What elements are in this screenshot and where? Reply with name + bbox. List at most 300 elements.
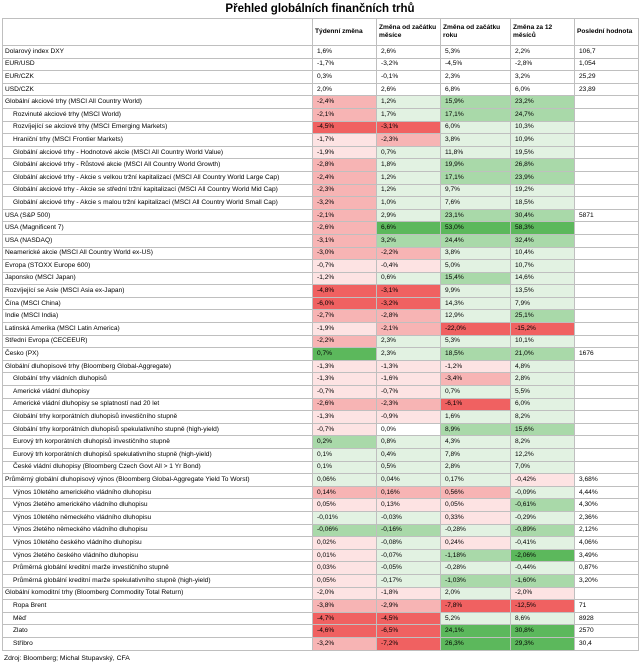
cell-mtd: 1,8%	[377, 159, 441, 172]
cell-ytd: -6,1%	[441, 398, 511, 411]
cell-weekly: -1,2%	[313, 272, 377, 285]
table-row	[3, 121, 639, 134]
cell-weekly: -3,2%	[313, 637, 377, 650]
cell-weekly: -1,7%	[313, 58, 377, 71]
row-label: Latinská Amerika (MSCI Latin America)	[3, 323, 313, 336]
cell-ytd: 5,2%	[441, 612, 511, 625]
cell-mtd: 1,2%	[377, 184, 441, 197]
cell-ytd: 7,6%	[441, 197, 511, 210]
cell-mtd: -0,03%	[377, 511, 441, 524]
cell-12m: 10,9%	[511, 134, 575, 147]
cell-weekly: -3,0%	[313, 247, 377, 260]
cell-weekly: -2,7%	[313, 310, 377, 323]
row-label: Evropa (STOXX Europe 600)	[3, 260, 313, 273]
cell-weekly: -4,6%	[313, 625, 377, 638]
row-label: Průměrná globální kreditní marže spekulativního stupně (high-yield)	[3, 574, 313, 587]
row-label: Neamerické akcie (MSCI All Country World ex-US)	[3, 247, 313, 260]
table-row	[3, 310, 639, 323]
cell-12m: 18,5%	[511, 197, 575, 210]
cell-weekly: 0,02%	[313, 537, 377, 550]
cell-last-value	[575, 108, 639, 121]
cell-mtd: -0,08%	[377, 537, 441, 550]
cell-last-value: 23,89	[575, 83, 639, 96]
cell-weekly: -1,3%	[313, 373, 377, 386]
cell-last-value	[575, 297, 639, 310]
table-row	[3, 524, 639, 537]
cell-last-value	[575, 310, 639, 323]
table-row	[3, 58, 639, 71]
cell-last-value	[575, 411, 639, 424]
row-label: Dolarový index DXY	[3, 46, 313, 59]
cell-12m: -0,89%	[511, 524, 575, 537]
cell-ytd: 5,3%	[441, 335, 511, 348]
cell-weekly: -2,1%	[313, 209, 377, 222]
cell-last-value	[575, 360, 639, 373]
cell-last-value: 1,054	[575, 58, 639, 71]
market-overview-table	[2, 18, 639, 651]
table-row	[3, 159, 639, 172]
cell-last-value	[575, 423, 639, 436]
source-note: Zdroj: Bloomberg; Michal Stupavský, CFA	[4, 655, 130, 662]
cell-mtd: 2,3%	[377, 335, 441, 348]
cell-last-value: 2,36%	[575, 511, 639, 524]
cell-mtd: -7,2%	[377, 637, 441, 650]
cell-weekly: -4,5%	[313, 121, 377, 134]
cell-weekly: 0,7%	[313, 348, 377, 361]
cell-12m: 21,0%	[511, 348, 575, 361]
row-label: Globální trhy korporátních dluhopisů spekulativního stupně (high-yield)	[3, 423, 313, 436]
cell-last-value: 4,30%	[575, 499, 639, 512]
cell-last-value: 3,20%	[575, 574, 639, 587]
row-label: Rozvíjející se Asie (MSCI Asia ex-Japan)	[3, 285, 313, 298]
cell-ytd: 2,0%	[441, 587, 511, 600]
cell-12m: -1,60%	[511, 574, 575, 587]
cell-mtd: -0,05%	[377, 562, 441, 575]
cell-12m: 6,0%	[511, 83, 575, 96]
cell-last-value	[575, 285, 639, 298]
cell-weekly: 0,3%	[313, 71, 377, 84]
cell-last-value	[575, 121, 639, 134]
cell-last-value	[575, 134, 639, 147]
cell-12m: -0,41%	[511, 537, 575, 550]
cell-12m: 23,9%	[511, 171, 575, 184]
cell-weekly: 0,2%	[313, 436, 377, 449]
cell-mtd: -0,4%	[377, 260, 441, 273]
table-row	[3, 234, 639, 247]
row-label: České vládní dluhopisy (Bloomberg Czech Govt All > 1 Yr Bond)	[3, 461, 313, 474]
cell-mtd: 3,2%	[377, 234, 441, 247]
cell-weekly: 0,05%	[313, 499, 377, 512]
cell-last-value: 4,44%	[575, 486, 639, 499]
cell-weekly: -3,2%	[313, 197, 377, 210]
header-last-value: Poslední hodnota	[575, 19, 639, 46]
cell-ytd: 2,3%	[441, 71, 511, 84]
table-row	[3, 209, 639, 222]
row-label: Výnos 10letého českého vládního dluhopisu	[3, 537, 313, 550]
row-label: Globální akciové trhy - Růstové akcie (MSCI All Country World Growth)	[3, 159, 313, 172]
row-label: Eurový trh korporátních dluhopisů investičního stupně	[3, 436, 313, 449]
cell-ytd: 11,8%	[441, 146, 511, 159]
table-row	[3, 499, 639, 512]
cell-weekly: -0,06%	[313, 524, 377, 537]
cell-weekly: -2,3%	[313, 184, 377, 197]
table-row	[3, 197, 639, 210]
cell-ytd: 15,4%	[441, 272, 511, 285]
cell-weekly: -2,0%	[313, 587, 377, 600]
page-title: Přehled globálních finančních trhů	[225, 3, 415, 15]
cell-mtd: 1,2%	[377, 96, 441, 109]
table-row	[3, 222, 639, 235]
table-row	[3, 612, 639, 625]
cell-12m: 58,3%	[511, 222, 575, 235]
cell-12m: 13,5%	[511, 285, 575, 298]
cell-ytd: 0,56%	[441, 486, 511, 499]
table-row	[3, 587, 639, 600]
row-label: Globální trhy vládních dluhopisů	[3, 373, 313, 386]
cell-12m: 12,2%	[511, 449, 575, 462]
cell-last-value: 2,12%	[575, 524, 639, 537]
row-label: Česko (PX)	[3, 348, 313, 361]
cell-weekly: -1,3%	[313, 360, 377, 373]
cell-12m: 8,2%	[511, 436, 575, 449]
cell-12m: 23,2%	[511, 96, 575, 109]
cell-12m: 2,8%	[511, 373, 575, 386]
cell-weekly: -2,2%	[313, 335, 377, 348]
cell-12m: -0,29%	[511, 511, 575, 524]
cell-ytd: 9,9%	[441, 285, 511, 298]
cell-mtd: 0,7%	[377, 146, 441, 159]
cell-weekly: -3,8%	[313, 600, 377, 613]
cell-mtd: -2,3%	[377, 398, 441, 411]
cell-weekly: 0,1%	[313, 461, 377, 474]
cell-weekly: -1,7%	[313, 134, 377, 147]
table-row	[3, 134, 639, 147]
cell-last-value: 0,87%	[575, 562, 639, 575]
row-label: Čína (MSCI China)	[3, 297, 313, 310]
cell-ytd: 19,9%	[441, 159, 511, 172]
cell-weekly: -2,4%	[313, 96, 377, 109]
row-label: Hraniční trhy (MSCI Frontier Markets)	[3, 134, 313, 147]
cell-weekly: 1,6%	[313, 46, 377, 59]
row-label: Globální akciové trhy - Hodnotové akcie (MSCI All Country World Value)	[3, 146, 313, 159]
cell-weekly: -0,01%	[313, 511, 377, 524]
cell-ytd: 15,9%	[441, 96, 511, 109]
cell-last-value	[575, 247, 639, 260]
table-row	[3, 461, 639, 474]
cell-last-value	[575, 323, 639, 336]
cell-12m: 26,8%	[511, 159, 575, 172]
cell-mtd: -3,2%	[377, 58, 441, 71]
cell-12m: -0,09%	[511, 486, 575, 499]
table-row	[3, 449, 639, 462]
table-row	[3, 511, 639, 524]
table-row	[3, 411, 639, 424]
cell-12m: 8,6%	[511, 612, 575, 625]
table-row	[3, 108, 639, 121]
cell-mtd: 0,8%	[377, 436, 441, 449]
cell-mtd: 0,04%	[377, 474, 441, 487]
cell-12m: -0,61%	[511, 499, 575, 512]
cell-last-value: 8928	[575, 612, 639, 625]
row-label: Stříbro	[3, 637, 313, 650]
row-label: Globální akciové trhy (MSCI All Country World)	[3, 96, 313, 109]
cell-mtd: 2,6%	[377, 46, 441, 59]
cell-12m: 10,3%	[511, 121, 575, 134]
cell-mtd: 0,16%	[377, 486, 441, 499]
cell-12m: 30,4%	[511, 209, 575, 222]
cell-last-value	[575, 398, 639, 411]
cell-weekly: -2,4%	[313, 171, 377, 184]
row-label: Rozvíjející se akciové trhy (MSCI Emerging Markets)	[3, 121, 313, 134]
cell-ytd: 23,1%	[441, 209, 511, 222]
cell-12m: 32,4%	[511, 234, 575, 247]
cell-mtd: -1,8%	[377, 587, 441, 600]
cell-12m: 15,6%	[511, 423, 575, 436]
table-row	[3, 549, 639, 562]
table-row	[3, 247, 639, 260]
cell-12m: 19,2%	[511, 184, 575, 197]
row-label: Americké vládní dluhopisy se splatností nad 20 let	[3, 398, 313, 411]
row-label: Průměrná globální kreditní marže investičního stupně	[3, 562, 313, 575]
cell-mtd: -4,5%	[377, 612, 441, 625]
cell-weekly: -2,6%	[313, 222, 377, 235]
cell-12m: -2,06%	[511, 549, 575, 562]
cell-last-value	[575, 234, 639, 247]
cell-ytd: -4,5%	[441, 58, 511, 71]
cell-12m: 5,5%	[511, 386, 575, 399]
cell-ytd: 53,0%	[441, 222, 511, 235]
cell-weekly: 0,05%	[313, 574, 377, 587]
row-label: Střední Evropa (CECEEUR)	[3, 335, 313, 348]
cell-ytd: -7,8%	[441, 600, 511, 613]
cell-last-value	[575, 222, 639, 235]
cell-weekly: 0,01%	[313, 549, 377, 562]
cell-ytd: 3,8%	[441, 134, 511, 147]
cell-last-value: 2570	[575, 625, 639, 638]
table-row	[3, 637, 639, 650]
cell-ytd: 0,05%	[441, 499, 511, 512]
cell-mtd: 6,6%	[377, 222, 441, 235]
table-row	[3, 83, 639, 96]
row-label: Zlato	[3, 625, 313, 638]
row-label: Indie (MSCI India)	[3, 310, 313, 323]
cell-mtd: 0,13%	[377, 499, 441, 512]
cell-last-value	[575, 146, 639, 159]
cell-mtd: 0,4%	[377, 449, 441, 462]
cell-mtd: 2,6%	[377, 83, 441, 96]
cell-ytd: 17,1%	[441, 108, 511, 121]
row-label: Globální trhy korporátních dluhopisů investičního stupně	[3, 411, 313, 424]
cell-weekly: -4,8%	[313, 285, 377, 298]
cell-12m: 8,2%	[511, 411, 575, 424]
cell-last-value: 4,06%	[575, 537, 639, 550]
cell-12m: 25,1%	[511, 310, 575, 323]
cell-mtd: 2,3%	[377, 348, 441, 361]
header-mtd: Změna od začátku měsíce	[377, 19, 441, 46]
cell-mtd: -2,8%	[377, 310, 441, 323]
cell-mtd: -2,1%	[377, 323, 441, 336]
table-row	[3, 574, 639, 587]
cell-ytd: 5,3%	[441, 46, 511, 59]
cell-weekly: -1,9%	[313, 146, 377, 159]
header-ytd: Změna od začátku roku	[441, 19, 511, 46]
cell-12m: 2,2%	[511, 46, 575, 59]
cell-last-value: 106,7	[575, 46, 639, 59]
cell-last-value	[575, 335, 639, 348]
cell-ytd: 17,1%	[441, 171, 511, 184]
header-12m: Změna za 12 měsíců	[511, 19, 575, 46]
table-row	[3, 297, 639, 310]
table-row	[3, 260, 639, 273]
cell-last-value: 3,49%	[575, 549, 639, 562]
table-row	[3, 486, 639, 499]
row-label: Výnos 2letého německého vládního dluhopisu	[3, 524, 313, 537]
cell-last-value	[575, 159, 639, 172]
cell-12m: -2,0%	[511, 587, 575, 600]
header-name	[3, 19, 313, 46]
cell-last-value	[575, 260, 639, 273]
table-row	[3, 360, 639, 373]
cell-ytd: 24,4%	[441, 234, 511, 247]
cell-last-value	[575, 272, 639, 285]
cell-ytd: -22,0%	[441, 323, 511, 336]
row-label: Globální komoditní trhy (Bloomberg Commodity Total Return)	[3, 587, 313, 600]
cell-ytd: -3,4%	[441, 373, 511, 386]
table-row	[3, 600, 639, 613]
cell-weekly: 0,06%	[313, 474, 377, 487]
cell-12m: 19,5%	[511, 146, 575, 159]
cell-last-value	[575, 373, 639, 386]
cell-12m: -2,8%	[511, 58, 575, 71]
cell-12m: 7,0%	[511, 461, 575, 474]
row-label: Globální akciové trhy - Akcie s malou tržní kapitalizací (MSCI All Country World Small Cap)	[3, 197, 313, 210]
cell-12m: 6,0%	[511, 398, 575, 411]
cell-ytd: 12,9%	[441, 310, 511, 323]
table-row	[3, 537, 639, 550]
cell-12m: 24,7%	[511, 108, 575, 121]
row-label: Japonsko (MSCI Japan)	[3, 272, 313, 285]
cell-ytd: -1,03%	[441, 574, 511, 587]
cell-12m: 29,3%	[511, 637, 575, 650]
cell-mtd: -6,5%	[377, 625, 441, 638]
cell-last-value	[575, 171, 639, 184]
cell-12m: 4,8%	[511, 360, 575, 373]
cell-ytd: 7,8%	[441, 449, 511, 462]
cell-ytd: 26,3%	[441, 637, 511, 650]
cell-ytd: 0,24%	[441, 537, 511, 550]
row-label: Průměrný globální dluhopisový výnos (Bloomberg Global-Aggregate Yield To Worst)	[3, 474, 313, 487]
cell-ytd: -1,2%	[441, 360, 511, 373]
cell-last-value	[575, 96, 639, 109]
cell-mtd: -0,17%	[377, 574, 441, 587]
cell-mtd: 1,2%	[377, 171, 441, 184]
cell-ytd: 5,0%	[441, 260, 511, 273]
table-row	[3, 323, 639, 336]
cell-mtd: 0,5%	[377, 461, 441, 474]
cell-last-value: 3,68%	[575, 474, 639, 487]
row-label: Americké vládní dluhopisy	[3, 386, 313, 399]
cell-mtd: -0,7%	[377, 386, 441, 399]
table-row	[3, 436, 639, 449]
cell-mtd: 2,9%	[377, 209, 441, 222]
row-label: Rozvinuté akciové trhy (MSCI World)	[3, 108, 313, 121]
table-row	[3, 146, 639, 159]
cell-last-value: 5871	[575, 209, 639, 222]
cell-ytd: 3,8%	[441, 247, 511, 260]
cell-ytd: 0,33%	[441, 511, 511, 524]
cell-ytd: 0,7%	[441, 386, 511, 399]
cell-last-value	[575, 461, 639, 474]
table-row	[3, 171, 639, 184]
row-label: USA (NASDAQ)	[3, 234, 313, 247]
row-label: Výnos 2letého českého vládního dluhopisu	[3, 549, 313, 562]
row-label: EUR/CZK	[3, 71, 313, 84]
cell-mtd: -2,2%	[377, 247, 441, 260]
cell-weekly: 0,1%	[313, 449, 377, 462]
cell-12m: 10,4%	[511, 247, 575, 260]
cell-mtd: -1,6%	[377, 373, 441, 386]
cell-mtd: -0,07%	[377, 549, 441, 562]
cell-mtd: -3,1%	[377, 285, 441, 298]
table-row	[3, 386, 639, 399]
row-label: Výnos 10letého německého vládního dluhopisu	[3, 511, 313, 524]
cell-ytd: 8,9%	[441, 423, 511, 436]
cell-weekly: -0,7%	[313, 423, 377, 436]
cell-last-value: 25,29	[575, 71, 639, 84]
cell-mtd: -0,9%	[377, 411, 441, 424]
table-row	[3, 474, 639, 487]
cell-weekly: -1,9%	[313, 323, 377, 336]
table-row	[3, 625, 639, 638]
row-label: Měď	[3, 612, 313, 625]
cell-ytd: -1,18%	[441, 549, 511, 562]
table-row	[3, 272, 639, 285]
row-label: Výnos 2letého amerického vládního dluhopisu	[3, 499, 313, 512]
cell-12m: 30,8%	[511, 625, 575, 638]
cell-12m: -12,5%	[511, 600, 575, 613]
row-label: USA (Magnificent 7)	[3, 222, 313, 235]
table-row	[3, 71, 639, 84]
header-weekly: Týdenní změna	[313, 19, 377, 46]
cell-ytd: 0,17%	[441, 474, 511, 487]
cell-last-value	[575, 386, 639, 399]
cell-mtd: -0,1%	[377, 71, 441, 84]
cell-ytd: 1,6%	[441, 411, 511, 424]
row-label: Globální akciové trhy - Akcie se střední tržní kapitalizací (MSCI All Country World Mid Cap)	[3, 184, 313, 197]
cell-ytd: 9,7%	[441, 184, 511, 197]
cell-weekly: -4,7%	[313, 612, 377, 625]
cell-weekly: -2,1%	[313, 108, 377, 121]
cell-ytd: 6,8%	[441, 83, 511, 96]
cell-last-value: 30,4	[575, 637, 639, 650]
row-label: Globální akciové trhy - Akcie s velkou tržní kapitalizací (MSCI All Country World Large Cap)	[3, 171, 313, 184]
row-label: Globální dluhopisové trhy (Bloomberg Global-Aggregate)	[3, 360, 313, 373]
cell-ytd: 2,8%	[441, 461, 511, 474]
cell-ytd: -0,28%	[441, 524, 511, 537]
cell-last-value	[575, 587, 639, 600]
cell-weekly: 0,14%	[313, 486, 377, 499]
table-row	[3, 46, 639, 59]
cell-mtd: 1,7%	[377, 108, 441, 121]
cell-12m: 14,6%	[511, 272, 575, 285]
cell-last-value	[575, 449, 639, 462]
row-label: Ropa Brent	[3, 600, 313, 613]
cell-12m: -15,2%	[511, 323, 575, 336]
cell-weekly: -2,6%	[313, 398, 377, 411]
cell-mtd: -1,3%	[377, 360, 441, 373]
table-row	[3, 348, 639, 361]
cell-mtd: 1,0%	[377, 197, 441, 210]
